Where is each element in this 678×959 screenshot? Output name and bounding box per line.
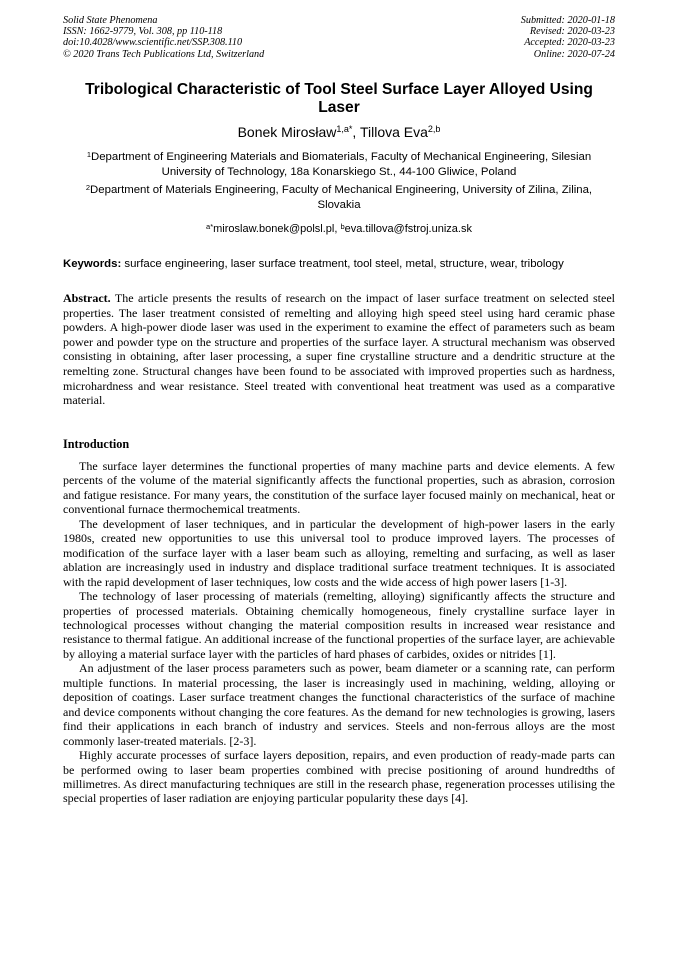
- paragraph: The development of laser techniques, and in particular the development of high-power lasers in the early 1980s, created new opportunities to use this universal tool to produce improved layers. The processes of modification of the surface layer with a laser beam such as alloying, remelting and surfacing, as well as laser ablation are increasingly used in industry and displace traditional surface treatment techniques. It is associated with the rapid development of laser techniques, low costs and the wide access of high power lasers [1-3].: [63, 516, 615, 589]
- email-1-sup: a*: [206, 222, 214, 231]
- keywords: [63, 257, 623, 271]
- affiliation-1-text: Department of Engineering Materials and Biomaterials, Faculty of Mechanical Engineering, Silesian University of Technology, 18a Konarskiego St., 44-100 Gliwice, Poland: [90, 151, 592, 178]
- affiliation-1: [63, 150, 615, 179]
- email-2-sup: b: [340, 222, 345, 231]
- journal-meta: [63, 15, 264, 60]
- paragraph: The technology of laser processing of materials (remelting, alloying) significantly affects the structure and properties of processed materials. Obtaining chemically homogeneous, finely crystalline surface layer in technological processes without changing the material composition results in increased wear resistance and resistance to thermal fatigue. An additional increase of the functional properties of the surface layer, are achievable by alloying a material surface layer with the particles of hard phases of carbides, oxides or nitrides [1].: [63, 589, 615, 661]
- email-line: [63, 222, 615, 237]
- affiliation-2: [63, 183, 615, 212]
- affiliation-2-text: Department of Materials Engineering, Faculty of Mechanical Engineering, University of Zilina, Zilina, Slovakia: [90, 184, 593, 211]
- author-1-name: Bonek Mirosław: [237, 124, 337, 140]
- issn-line: ISSN: 1662-9779, Vol. 308, pp 110-118: [63, 26, 223, 38]
- author-separator: ,: [352, 124, 360, 140]
- paper-title: Tribological Characteristic of Tool Steel Surface Layer Alloyed Using Laser: [85, 81, 593, 116]
- author-2-name: Tillova Eva: [359, 124, 428, 140]
- abstract-text: The article presents the results of research on the impact of laser surface treatment on selected steel properties. The laser treatment consisted of remelting and alloying high speed steel using hard ceramic phase powders. A high-power diode laser was used in the experiment to examine the effect of parameters such as beam power and powder type on the structure and properties of the surface layer. A structural mechanism was observed consisting in obtaining, after laser processing, a super fine crystalline structure and a dendritic structure at the remelting zone. Structural changes have been found to be associated with improved properties such as hardness, microhardness and wear resistance. Steel treated with conventional heat treatment was used as a comparative material.: [63, 291, 615, 408]
- submitted-date: Submitted: 2020-01-18: [520, 15, 615, 26]
- abstract: [63, 291, 615, 408]
- abstract-label: Abstract.: [63, 291, 111, 305]
- paragraph: Highly accurate processes of surface layers deposition, repairs, and even production of ready-made parts can be performed owing to laser beam properties combined with precise positioning of around hundredths of millimetres. As direct manufacturing techniques are still in the research phase, regeneration processes utilising the special properties of laser radiation are enjoying particular popularity these days [4].: [63, 748, 615, 806]
- revised-date: Revised: 2020-03-23: [529, 26, 615, 38]
- introduction-heading: Introduction: [63, 437, 130, 451]
- doi-line: doi:10.4028/www.scientific.net/SSP.308.110: [63, 37, 243, 49]
- paragraph: An adjustment of the laser process parameters such as power, beam diameter or a scanning rate, can perform multiple functions. In material processing, the laser is increasingly used in machining, welding, alloying or deposition of coatings. Laser surface treatment changes the functional characteristics of the surface of machine and device components without changing the core features. As the demand for new technologies is growing, lasers find their applications in each branch of industry and services. Steels and non-ferrous alloys are the most commonly laser-treated materials. [2-3].: [63, 661, 615, 748]
- online-date: Online: 2020-07-24: [533, 48, 615, 60]
- email-1: miroslaw.bonek@polsl.pl,: [213, 223, 341, 235]
- affiliation-2-sup: 2: [85, 183, 91, 192]
- keywords-text: surface engineering, laser surface treatment, tool steel, metal, structure, wear, tribology: [121, 258, 564, 270]
- accepted-date: Accepted: 2020-03-23: [524, 37, 615, 49]
- author-1-sup: 1,a*: [336, 124, 353, 134]
- keywords-label: Keywords:: [63, 258, 122, 270]
- publication-dates: [521, 15, 615, 60]
- affiliation-1-sup: 1: [86, 150, 91, 159]
- introduction-body: [63, 459, 615, 806]
- email-2: eva.tillova@fstroj.uniza.sk: [344, 223, 472, 235]
- journal-name: Solid State Phenomena: [63, 15, 158, 26]
- paragraph: The surface layer determines the functional properties of many machine parts and device elements. A few percents of the volume of the material significantly affects the functional properties, such as abrasion, corrosion and fatigue resistance. For many years, the constitution of the surface layer focused mainly on mechanical, heat or conventional furnace thermochemical treatments.: [63, 459, 615, 517]
- author-2-sup: 2,b: [427, 124, 441, 134]
- author-line: [63, 124, 615, 141]
- copyright-line: © 2020 Trans Tech Publications Ltd, Switzerland: [63, 48, 265, 60]
